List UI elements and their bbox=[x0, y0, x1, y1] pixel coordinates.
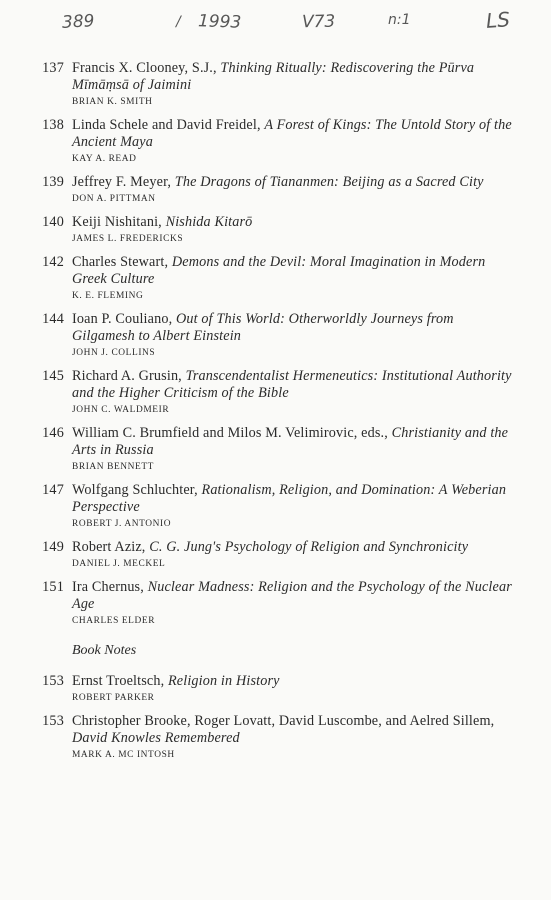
review-list bbox=[0, 60, 551, 770]
review-entry bbox=[0, 254, 551, 303]
book-author: Charles Stewart, bbox=[72, 254, 172, 270]
citation bbox=[72, 539, 512, 556]
citation bbox=[72, 214, 512, 231]
review-entry bbox=[0, 673, 551, 705]
page-number: 145 bbox=[42, 368, 64, 384]
book-title: The Dragons of Tiananmen: Beijing as a Sacred City bbox=[174, 174, 484, 190]
book-title: Rationalism, Religion, and Domination: A Weberian Perspective bbox=[72, 482, 507, 515]
book-author: Wolfgang Schluchter, bbox=[72, 482, 202, 498]
book-author: Ernst Troeltsch, bbox=[72, 673, 168, 689]
book-author: Ira Chernus, bbox=[72, 579, 148, 595]
book-author: Jeffrey F. Meyer, bbox=[72, 174, 175, 190]
review-entry bbox=[0, 579, 551, 628]
citation bbox=[72, 673, 512, 690]
book-author: Ioan P. Couliano, bbox=[72, 311, 176, 327]
book-author: Robert Aziz, bbox=[72, 539, 150, 555]
book-title: Thinking Ritually: Rediscovering the Pūrva Mīmāṃsā of Jaimini bbox=[72, 60, 475, 93]
citation bbox=[72, 117, 512, 151]
book-title: Transcendentalist Hermeneutics: Institutional Authority and the Higher Criticism of the Bible bbox=[72, 368, 512, 401]
entry-body bbox=[72, 214, 512, 246]
reviews-section bbox=[0, 60, 551, 628]
book-author: Francis X. Clooney, S.J., bbox=[72, 60, 221, 76]
citation bbox=[72, 425, 512, 459]
citation bbox=[72, 311, 512, 345]
citation bbox=[72, 174, 512, 191]
entry-body bbox=[72, 311, 512, 360]
book-author: Richard A. Grusin, bbox=[72, 368, 186, 384]
reviewer-name: K. E. FLEMING bbox=[72, 291, 144, 301]
reviewer-name: MARK A. MC INTOSH bbox=[72, 750, 175, 760]
reviewer-name: ROBERT J. ANTONIO bbox=[72, 519, 172, 529]
entry-body bbox=[72, 673, 512, 705]
page-number: 139 bbox=[42, 174, 64, 190]
review-entry bbox=[0, 482, 551, 531]
entry-body bbox=[72, 713, 512, 762]
review-entry bbox=[0, 117, 551, 166]
handwritten-mark: n:1 bbox=[388, 12, 411, 28]
book-title: Out of This World: Otherworldly Journeys from Gilgamesh to Albert Einstein bbox=[72, 311, 454, 344]
page-number: 138 bbox=[42, 117, 64, 133]
book-author: Keiji Nishitani, bbox=[72, 214, 166, 230]
handwritten-mark: 389 bbox=[61, 11, 95, 33]
entry-body bbox=[72, 368, 512, 417]
page-number: 151 bbox=[42, 579, 64, 595]
entry-body bbox=[72, 174, 512, 206]
entry-body bbox=[72, 60, 512, 109]
review-entry bbox=[0, 60, 551, 109]
reviewer-name: DON A. PITTMAN bbox=[72, 194, 156, 204]
entry-body bbox=[72, 579, 512, 628]
page-number: 147 bbox=[42, 482, 64, 498]
book-title: Christianity and the Arts in Russia bbox=[72, 425, 509, 458]
book-title: Religion in History bbox=[167, 673, 280, 689]
book-notes-heading: Book Notes bbox=[72, 643, 137, 658]
review-entry bbox=[0, 713, 551, 762]
page-number: 144 bbox=[42, 311, 64, 327]
book-title: Nuclear Madness: Religion and the Psychology of the Nuclear Age bbox=[72, 579, 512, 612]
book-title: Nishida Kitarō bbox=[165, 214, 253, 230]
citation bbox=[72, 368, 512, 402]
citation bbox=[72, 579, 512, 613]
reviewer-name: DANIEL J. MECKEL bbox=[72, 559, 166, 569]
handwritten-mark: / bbox=[176, 14, 181, 30]
book-title: Demons and the Devil: Moral Imagination in Modern Greek Culture bbox=[72, 254, 486, 287]
reviewer-name: JOHN J. COLLINS bbox=[72, 348, 156, 358]
handwritten-annotations bbox=[0, 8, 551, 42]
citation bbox=[72, 254, 512, 288]
book-title: A Forest of Kings: The Untold Story of the Ancient Maya bbox=[72, 117, 512, 150]
page-number: 153 bbox=[42, 673, 64, 689]
book-title: C. G. Jung's Psychology of Religion and Synchronicity bbox=[149, 539, 469, 555]
entry-body bbox=[72, 482, 512, 531]
review-entry bbox=[0, 539, 551, 571]
review-entry bbox=[0, 368, 551, 417]
review-entry bbox=[0, 311, 551, 360]
entry-body bbox=[72, 254, 512, 303]
page-number: 142 bbox=[42, 254, 64, 270]
reviewer-name: ROBERT PARKER bbox=[72, 693, 155, 703]
entry-body bbox=[72, 117, 512, 166]
entry-body bbox=[72, 539, 512, 571]
review-entry bbox=[0, 174, 551, 206]
page-number: 149 bbox=[42, 539, 64, 555]
book-author: Christopher Brooke, Roger Lovatt, David Luscombe, and Aelred Sillem, bbox=[72, 713, 495, 729]
reviewer-name: CHARLES ELDER bbox=[72, 616, 156, 626]
citation bbox=[72, 60, 512, 94]
book-author: Linda Schele and David Freidel, bbox=[72, 117, 265, 133]
reviewer-name: JOHN C. WALDMEIR bbox=[72, 405, 170, 415]
handwritten-mark: V73 bbox=[301, 11, 336, 33]
page-number: 140 bbox=[42, 214, 64, 230]
reviewer-name: KAY A. READ bbox=[72, 154, 137, 164]
review-entry bbox=[0, 214, 551, 246]
entry-body bbox=[72, 425, 512, 474]
handwritten-mark: 1993 bbox=[197, 11, 242, 33]
review-entry bbox=[0, 425, 551, 474]
book-notes-section bbox=[0, 673, 551, 762]
book-author: William C. Brumfield and Milos M. Velimirovic, eds., bbox=[72, 425, 392, 441]
page-number: 153 bbox=[42, 713, 64, 729]
handwritten-mark: LS bbox=[485, 7, 511, 33]
citation bbox=[72, 713, 512, 747]
page-number: 146 bbox=[42, 425, 64, 441]
reviewer-name: BRIAN BENNETT bbox=[72, 462, 155, 472]
book-title: David Knowles Remembered bbox=[72, 730, 240, 746]
page-number: 137 bbox=[42, 60, 64, 76]
citation bbox=[72, 482, 512, 516]
reviewer-name: JAMES L. FREDERICKS bbox=[72, 234, 184, 244]
reviewer-name: BRIAN K. SMITH bbox=[72, 97, 153, 107]
